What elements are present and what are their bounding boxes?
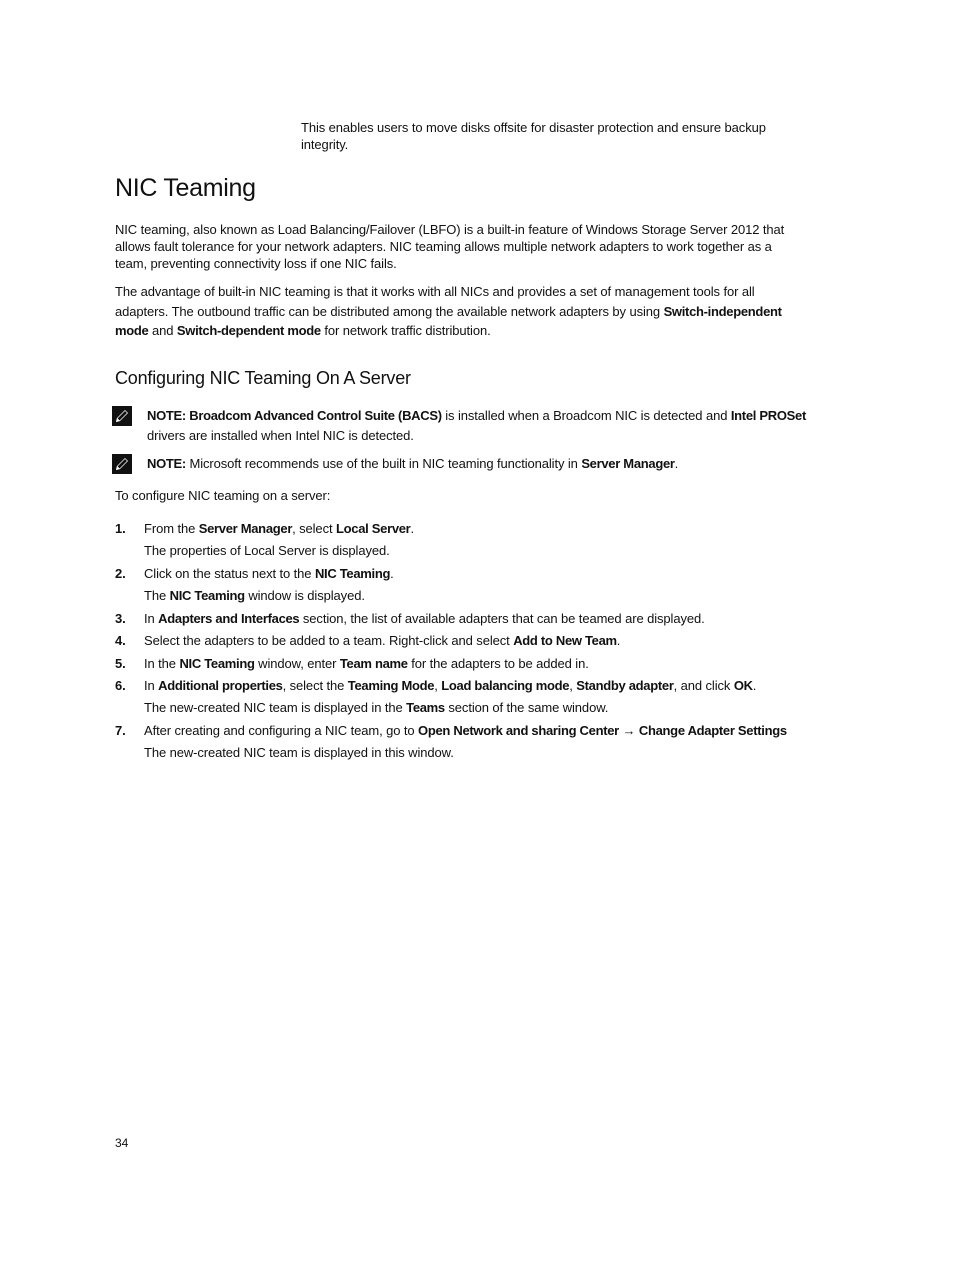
step-number: 5.: [115, 656, 126, 671]
step-6-result: [144, 699, 608, 716]
section-heading: Configuring NIC Teaming On A Server: [115, 368, 411, 388]
step-text: [144, 565, 814, 582]
intro-paragraph: [301, 119, 801, 153]
text-line: NIC teaming, also known as Load Balancing/Failover (LBFO) is a built-in feature of Windows Storage Server 2012 that: [115, 222, 785, 237]
step-text: [144, 722, 814, 739]
note-label: NOTE:: [147, 408, 186, 423]
text-run: section, the list of available adapters that can be teamed are displayed.: [299, 611, 705, 626]
step-number: 1.: [115, 521, 126, 536]
text-run: The new-created NIC team is displayed in the: [144, 700, 407, 715]
text-run: In: [144, 611, 159, 626]
text-run: ,: [569, 678, 577, 693]
intro-line: integrity.: [301, 137, 349, 152]
bold-term: Standby adapter: [576, 678, 674, 693]
step-7-result: The new-created NIC team is displayed in this window.: [144, 745, 454, 760]
text-run: drivers are installed when Intel NIC is detected.: [147, 428, 414, 443]
note-text: [147, 406, 807, 446]
text-run: .: [752, 678, 757, 693]
text-run: for the adapters to be added in.: [407, 656, 589, 671]
text-run: In: [144, 678, 159, 693]
bold-term: Open Network and sharing Center: [418, 723, 619, 738]
bold-term: Switch-dependent mode: [176, 323, 321, 338]
text-run: The: [144, 588, 170, 603]
pencil-note-icon: [112, 406, 132, 426]
note-label: NOTE:: [147, 456, 186, 471]
text-run: ,: [434, 678, 442, 693]
text-line: The advantage of built-in NIC teaming is that it works with all NICs and provides a set of management tools for all: [115, 284, 755, 299]
bold-term: Team name: [339, 656, 408, 671]
text-run: , select: [292, 521, 336, 536]
step-text: [144, 655, 814, 672]
text-run: Microsoft recommends use of the built in NIC teaming functionality in: [185, 456, 582, 471]
bold-term: Intel PROSet: [730, 408, 806, 423]
text-run: .: [410, 521, 414, 536]
bold-term: NIC Teaming: [314, 566, 391, 581]
note-text: [147, 454, 807, 474]
text-run: and: [148, 323, 177, 338]
step-number: 3.: [115, 611, 126, 626]
text-line: adapters. The outbound traffic can be distributed among the available network adapters by using: [115, 303, 664, 319]
bold-term: NIC Teaming: [169, 588, 245, 603]
step-text: [144, 610, 814, 627]
text-run: From the: [144, 521, 199, 536]
bold-term: Server Manager: [581, 456, 675, 471]
paragraph-advantage: [115, 282, 805, 341]
intro-line: This enables users to move disks offsite for disaster protection and ensure backup: [301, 120, 766, 135]
text-run: is installed when a Broadcom NIC is detected and: [441, 408, 731, 423]
page-number: 34: [115, 1136, 129, 1150]
text-run: for network traffic distribution.: [320, 323, 491, 338]
text-run: window, enter: [254, 656, 340, 671]
bold-term: Teams: [406, 700, 445, 715]
pencil-note-icon: [112, 454, 132, 474]
bold-term: Change Adapter Settings: [638, 723, 787, 738]
text-run: window is displayed.: [244, 588, 365, 603]
text-run: Click on the status next to the: [144, 566, 315, 581]
text-run: .: [674, 456, 679, 471]
step-text: [144, 632, 814, 649]
arrow-separator: →: [618, 723, 639, 738]
bold-term: Add to New Team: [513, 633, 617, 648]
bold-term: mode: [115, 323, 149, 338]
text-run: .: [616, 633, 621, 648]
page-title: NIC Teaming: [115, 174, 256, 202]
text-run: In the: [144, 656, 180, 671]
text-run: , select the: [282, 678, 348, 693]
step-text: [144, 677, 814, 694]
text-line: allows fault tolerance for your network adapters. NIC teaming allows multiple network adapters to work together as a: [115, 239, 772, 254]
step-number: 6.: [115, 678, 126, 693]
bold-term: Switch-independent: [663, 303, 782, 319]
bold-term: OK: [733, 678, 753, 693]
step-2-result: [144, 587, 365, 604]
text-run: .: [390, 566, 394, 581]
bold-term: Server Manager: [198, 521, 293, 536]
bold-term: Broadcom Advanced Control Suite (BACS): [185, 408, 442, 423]
text-run: Select the adapters to be added to a team. Right-click and select: [144, 633, 514, 648]
step-number: 7.: [115, 723, 126, 738]
text-run: section of the same window.: [444, 700, 609, 715]
text-line: team, preventing connectivity loss if one NIC fails.: [115, 256, 397, 271]
bold-term: Additional properties: [158, 678, 283, 693]
bold-term: NIC Teaming: [179, 656, 255, 671]
bold-term: Local Server: [336, 521, 411, 536]
step-number: 2.: [115, 566, 126, 581]
bold-term: Adapters and Interfaces: [158, 611, 300, 626]
step-1-result: The properties of Local Server is displayed.: [144, 543, 390, 558]
text-run: , and click: [673, 678, 734, 693]
paragraph-lbfo: [115, 221, 805, 272]
step-number: 4.: [115, 633, 126, 648]
text-run: After creating and configuring a NIC team, go to: [144, 723, 419, 738]
bold-term: Teaming Mode: [347, 678, 435, 693]
bold-term: Load balancing mode: [441, 678, 570, 693]
step-text: [144, 520, 814, 537]
steps-intro: To configure NIC teaming on a server:: [115, 488, 331, 503]
